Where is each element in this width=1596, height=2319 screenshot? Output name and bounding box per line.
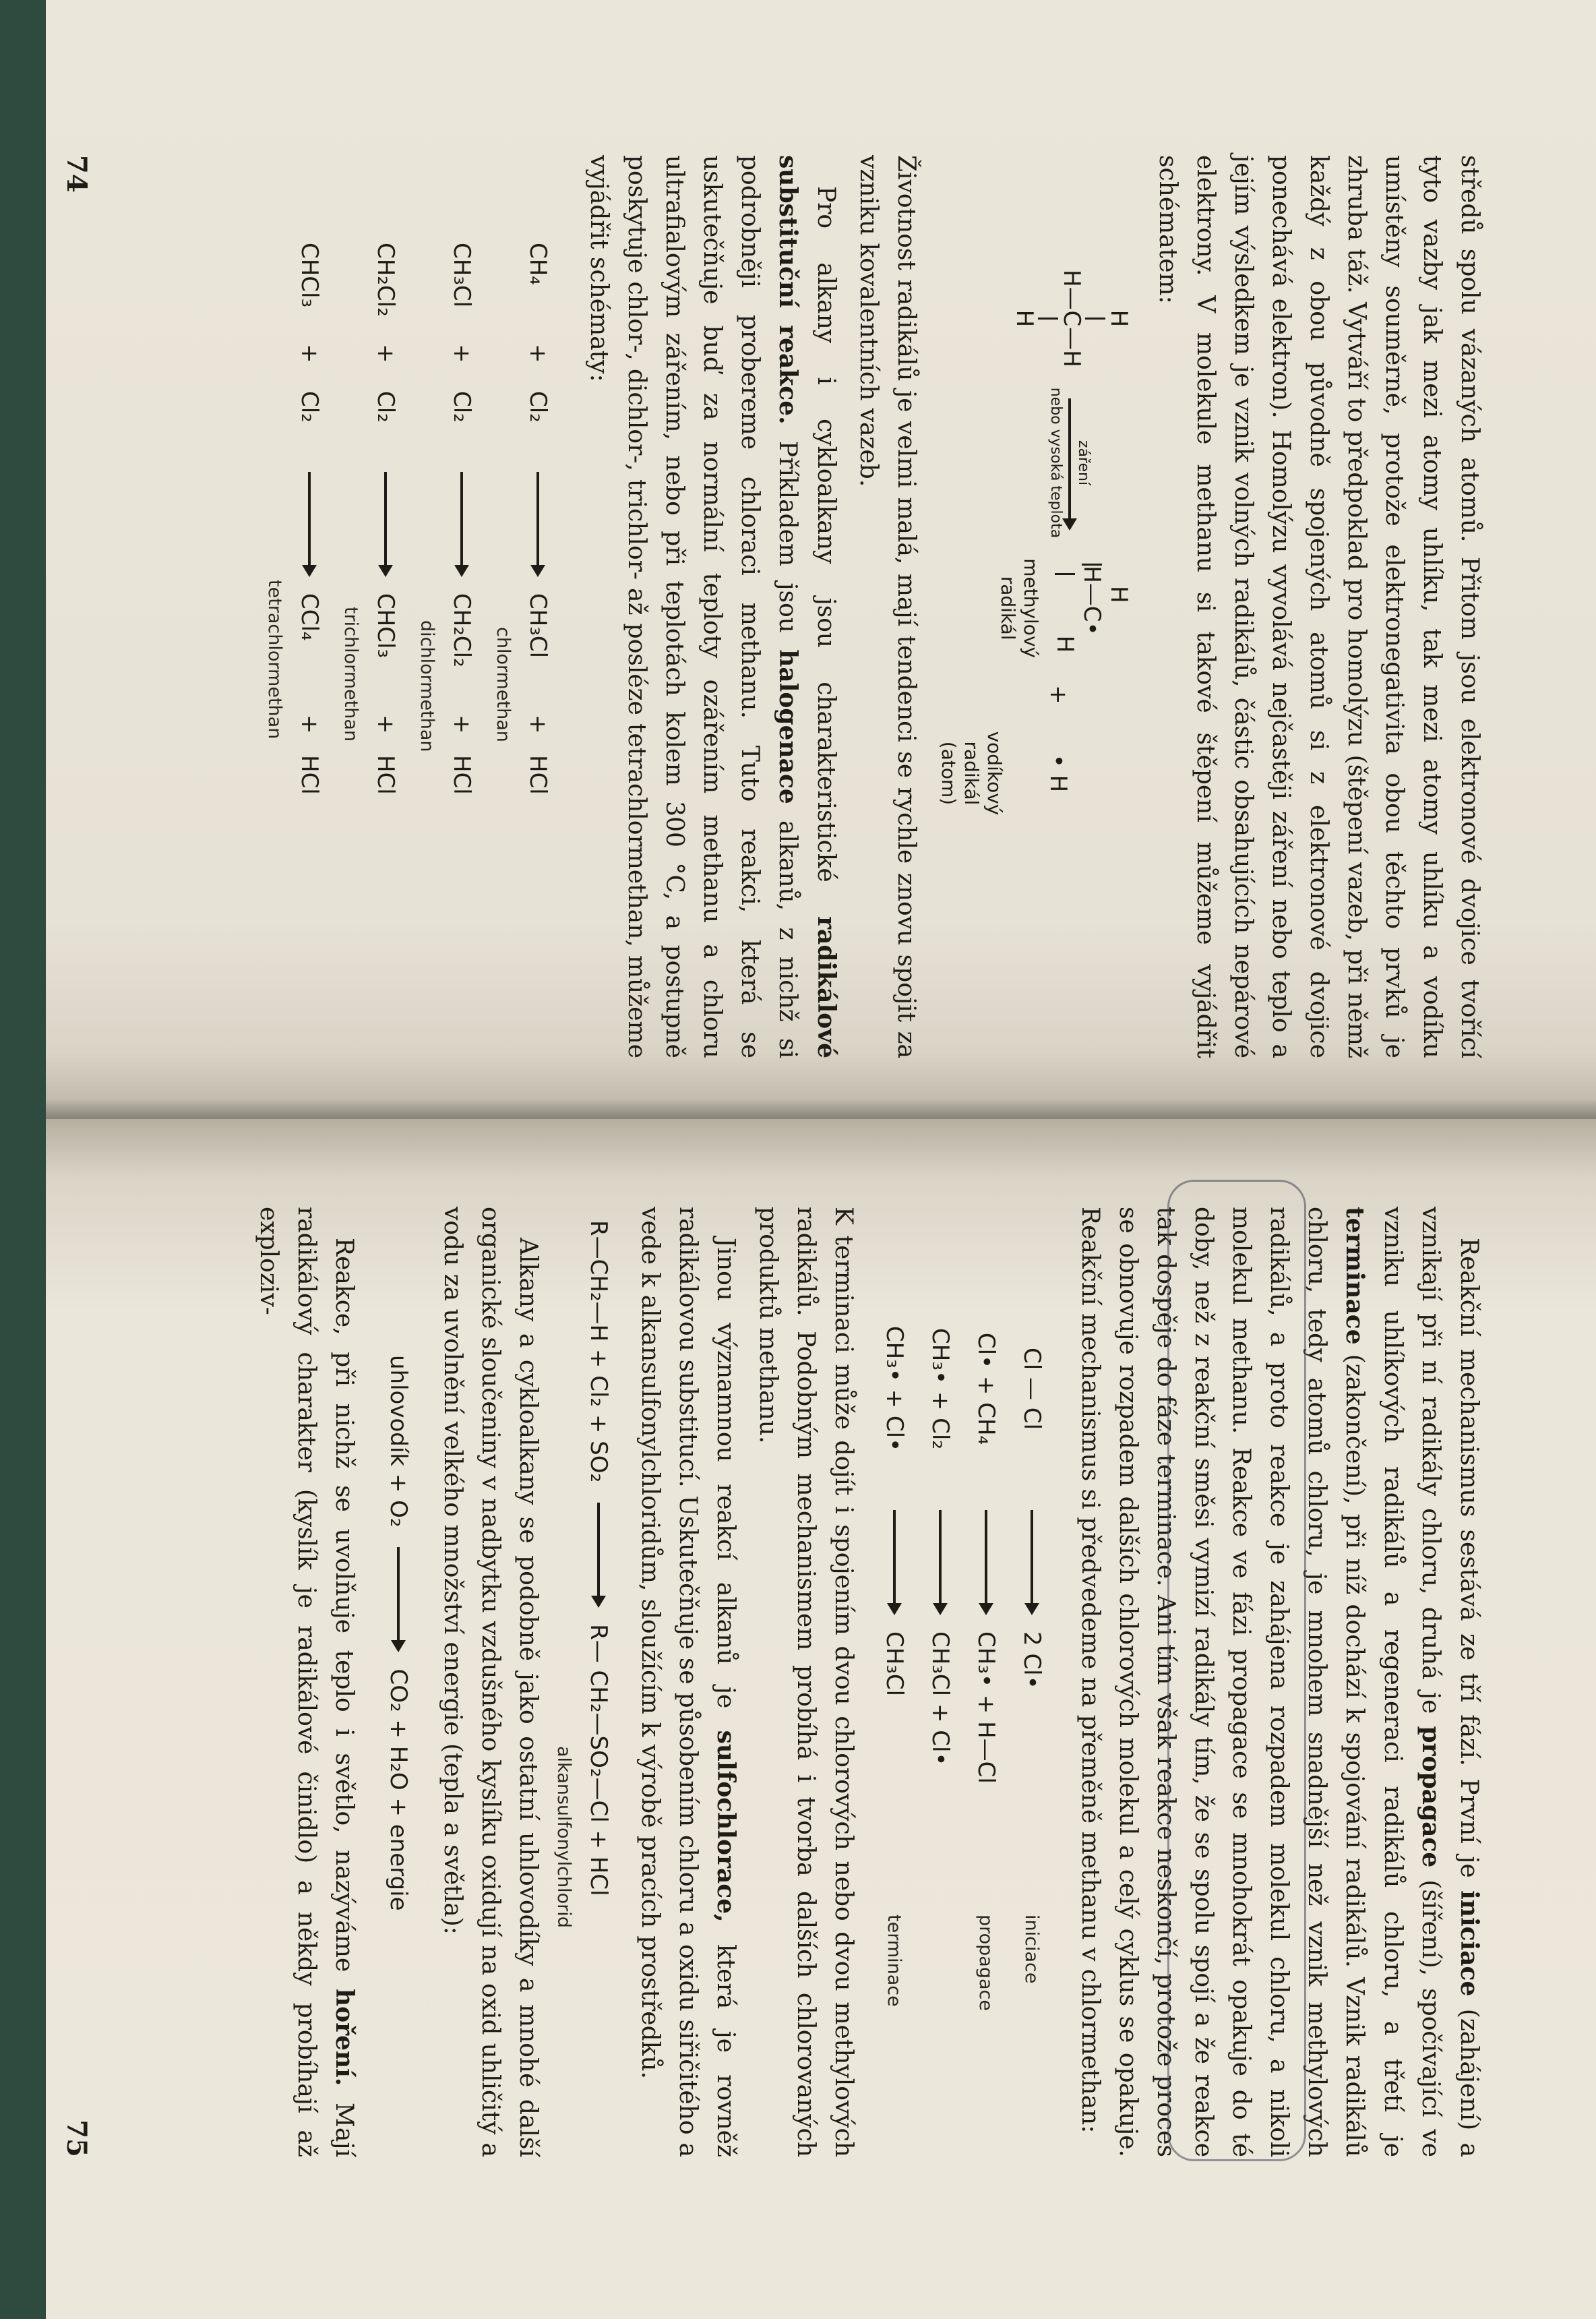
reaction-row <box>493 243 559 1058</box>
label-line: methylový <box>1020 558 1042 659</box>
lhs: CH₃• + Cl₂ <box>927 1328 954 1449</box>
text: Pro alkany i cykloalkany jsou charakteristické <box>812 186 840 917</box>
product: CH₂Cl₂ <box>448 593 475 667</box>
phase-label: terminace <box>884 1915 905 2007</box>
mechanism-step <box>873 1288 916 2157</box>
rhs: 2 Cl• <box>1018 1631 1045 1689</box>
reaction-equation <box>440 243 483 1058</box>
rhs: CO₂ + H₂O + energie <box>385 1668 412 1911</box>
label-line: (atom) <box>938 741 960 806</box>
plus-sign: + <box>448 715 475 734</box>
bond <box>1038 318 1058 320</box>
paragraph-termination: K terminaci může dojít i spojením dvou chlorových nebo dvou methylových radikálů. Podobným mechanismem probíhá i tvorba dalších chlorovaných produktů methanu. <box>754 1207 857 2157</box>
plus-sign: + <box>524 715 551 734</box>
atom-h-right: H <box>1058 350 1085 367</box>
text: Reakční mechanismus sestává ze tří fází. První je <box>1455 1238 1483 1891</box>
page-number: 74 <box>61 155 92 193</box>
atom-h-bottom: H <box>1051 635 1078 653</box>
methyl-radical-structure <box>1051 564 1132 653</box>
reactant: Cl₂ <box>448 391 475 423</box>
reaction-arrow <box>893 1510 896 1611</box>
plus-sign: + <box>524 344 551 363</box>
rhs: R— CH₂—SO₂—Cl + HCl <box>585 1624 612 1896</box>
page-number: 75 <box>61 2119 92 2157</box>
lhs: CH₃• + Cl• <box>881 1325 908 1452</box>
lhs: Cl• + CH₄ <box>973 1332 1000 1445</box>
product: CH₃Cl <box>524 593 551 659</box>
lhs: R—CH₂—H + Cl₂ + SO₂ <box>585 1220 612 1483</box>
keyword: propagace <box>1417 1726 1445 1868</box>
reaction-arrow <box>1031 1510 1033 1611</box>
combustion-equation <box>377 1355 420 2157</box>
reaction-equation <box>364 243 407 1058</box>
paragraph-oxidation: Alkany a cykloalkany se podobně jako ostatní uhlovodíky a mnohé další organické sloučeniny v nadbytku vzdušného kyslíku oxidují na oxid uhličitý a vodu za uvolnění velkého množství energie (tepla a světla): <box>439 1207 542 2157</box>
keyword: hoření. <box>330 1988 359 2086</box>
atom-h-top: H <box>1105 309 1132 328</box>
text: Jinou významnou reakcí alkanů je <box>712 1238 739 1730</box>
atom-h-left: H <box>1078 566 1105 583</box>
product-name: alkansulfonylchlorid <box>553 1746 574 1928</box>
condition-top: záření <box>1075 440 1092 486</box>
text: Příkladem jsou <box>774 424 801 650</box>
sulfochlorination-equation <box>553 1220 620 2157</box>
atom-h-left: H <box>1058 270 1085 287</box>
methane-homolysis-scheme <box>937 270 1132 1058</box>
bond: — <box>1058 287 1085 310</box>
plus-sign: + <box>1045 685 1072 704</box>
lhs: Cl — Cl <box>1018 1348 1045 1430</box>
reactant: Cl₂ <box>372 391 399 423</box>
product: CHCl₃ <box>372 593 399 659</box>
product: HCl <box>296 755 323 795</box>
phase-label: propagace <box>975 1915 997 2011</box>
reaction-condition <box>1047 388 1092 539</box>
product-name: trichlormethan <box>340 607 361 742</box>
bond: — <box>1078 582 1105 606</box>
text: (šíření), spočívající ve vzniku uhlíkových radikálů a regeneraci radikálů chloru, a třetí je <box>1379 1207 1444 2157</box>
rhs: CH₃Cl + Cl• <box>927 1631 954 1766</box>
paragraph-burning <box>249 1207 363 2157</box>
label-line: radikál <box>997 576 1019 640</box>
mechanism-step <box>964 1288 1008 2157</box>
rhs: CH₃• + H—Cl <box>973 1631 1000 1784</box>
keyword: radikálové substituční reakce. <box>774 155 840 1058</box>
reactant: Cl₂ <box>524 391 551 423</box>
label-line: vodíkový <box>983 731 1006 816</box>
plus-sign: + <box>448 344 475 363</box>
keyword: terminace <box>1341 1207 1369 1345</box>
keyword: sulfochlorace, <box>712 1730 740 1923</box>
mechanism-step <box>919 1288 962 2157</box>
paragraph-homolyza: středů spolu vázaných atomů. Přitom jsou elektronové dvojice tvořící tyto vazby jak mezi atomy uhlíku, tak mezi atomy uhlíku a vodíku umístěny souměrně, protože elektronegativita obou těchto prvků je zhruba táž. Vytváří to předpoklad pro homolýzu (štěpení vazeb, při němž každý z obou původně spojených atomů si z elektronové dvojice ponechává elektron). Homolýzu vyvolává nejčastěji záření nebo teplo a jejím výsledkem je vznik volných radikálů, částic obsahujících nepárové elektrony. V molekule methanu si takové štěpení můžeme vyjádřit schématem: <box>1154 155 1483 1058</box>
lhs: uhlovodík + O₂ <box>385 1355 412 1528</box>
condition-bottom: nebo vysoká teplota <box>1047 387 1064 539</box>
reactant: CHCl₃ <box>296 243 323 308</box>
reactant: CH₃Cl <box>448 243 475 308</box>
bond: — <box>1058 327 1085 351</box>
bond <box>1055 573 1075 575</box>
atom-h-bottom: H <box>1011 309 1038 328</box>
label-line: radikál <box>960 741 983 806</box>
reaction-row <box>340 243 407 1058</box>
atom-c-radical: C• <box>1078 605 1105 636</box>
methyl-radical-label <box>996 558 1042 658</box>
atom-c: C <box>1058 310 1085 327</box>
product: HCl <box>448 755 475 795</box>
text: Reakce, při nichž se uvolňuje teplo i světlo, nazýváme <box>330 1238 358 1989</box>
phase-label: iniciace <box>1021 1915 1043 1984</box>
cover-edge-bottom <box>0 0 46 2319</box>
plus-sign: + <box>372 344 399 363</box>
reaction-row <box>417 243 483 1058</box>
product: HCl <box>372 755 399 795</box>
plus-sign: + <box>296 344 323 363</box>
reaction-arrow <box>308 472 311 573</box>
rhs: CH₃Cl <box>881 1631 908 1697</box>
reaction-arrow <box>985 1510 987 1611</box>
reaction-arrow <box>384 472 387 573</box>
paragraph-sulfochlorination <box>631 1207 745 2157</box>
reaction-row <box>264 243 331 1058</box>
bond <box>1085 318 1105 320</box>
reaction-equation <box>577 1220 620 2157</box>
reaction-arrow <box>460 472 463 573</box>
mechanism-scheme <box>873 1288 1053 2157</box>
reactant: CH₂Cl₂ <box>372 243 399 317</box>
reaction-arrow <box>397 1547 400 1648</box>
product-name: tetrachlormethan <box>264 580 285 740</box>
paragraph-halogenation <box>580 155 845 1058</box>
reaction-arrow <box>939 1510 942 1611</box>
mechanism-step <box>1010 1288 1053 2157</box>
text: která je rovněž radikálovou substitucí. Uskutečňuje se působením chloru a oxidu siřičitého a vede k alkansulfonylchloridům, sloužícím k výrobě pracích prostředků. <box>636 1207 739 2157</box>
hydrogen-radical-label <box>937 731 1006 816</box>
reaction-arrow <box>536 472 539 573</box>
plus-sign: + <box>372 715 399 734</box>
keyword: iniciace <box>1455 1890 1483 1997</box>
hydrogen-radical: • H <box>1045 754 1072 793</box>
reaction-equation <box>288 243 331 1058</box>
reaction-arrow <box>1068 398 1071 526</box>
text: alkanů, z nichž si podrobněji probereme chloraci methanu. Tuto reakci, která se uskutečňuje buď za normální teploty ozářením methanu a chloru ultrafialovým zářením, nebo při teplotách kolem 300 °C, a postupně poskytuje chlor-, dichlor-, trichlor- až posléze tetrachlormethan, můžeme vyjádřit schématy: <box>585 155 801 1058</box>
page-right <box>0 1119 1596 2319</box>
reactant: CH₄ <box>524 243 551 285</box>
product-name: chlormethan <box>493 627 514 742</box>
reaction-arrow <box>597 1503 600 1604</box>
paragraph-mechanism <box>1071 1207 1488 2157</box>
atom-h-top: H <box>1105 585 1132 603</box>
text: (zahájení) a vznikají při ní radikály chloru, druhá je <box>1417 1207 1483 2157</box>
chlorination-reactions <box>264 243 559 1058</box>
product-name: dichlormethan <box>417 620 437 752</box>
text: (zakončení), při níž dochází k spojování radikálů. Vznik radikálů chloru, tedy atomů chloru, je mnohem snadnější než vznik methylových radikálů, a proto reakce je zahájena rozpadem molekul chloru, a nikoli molekul methanu. Reakce ve fázi propagace se mnohokrát opakuje do té doby, než z reakční směsi vymizí radikály tím, že se spolu spojí a že reakce tak dospěje do fáze terminace. Ani tím však reakce neskončí, protože proces se obnovuje rozpadem dalších chlorových molekul a celý cyklus se opakuje. Reakční mechanismus si předvedeme na přeměně methanu v chlormethan: <box>1076 1207 1368 2157</box>
reactant: Cl₂ <box>296 391 323 423</box>
text: Mají radikálový charakter (kyslík je radikálové činidlo) a někdy probíhají až exploziv- <box>255 1207 358 2157</box>
methane-structure <box>1011 270 1132 367</box>
paragraph-radical-lifetime: Životnost radikálů je velmi malá, mají tendenci se rychle znovu spojit za vzniku kovalentních vazeb. <box>855 155 920 1058</box>
keyword: halogenace <box>774 649 802 804</box>
product: HCl <box>524 755 551 795</box>
page-left <box>0 0 1596 1119</box>
reaction-equation <box>516 243 559 1058</box>
plus-sign: + <box>296 715 323 734</box>
product: CCl₄ <box>296 593 323 641</box>
